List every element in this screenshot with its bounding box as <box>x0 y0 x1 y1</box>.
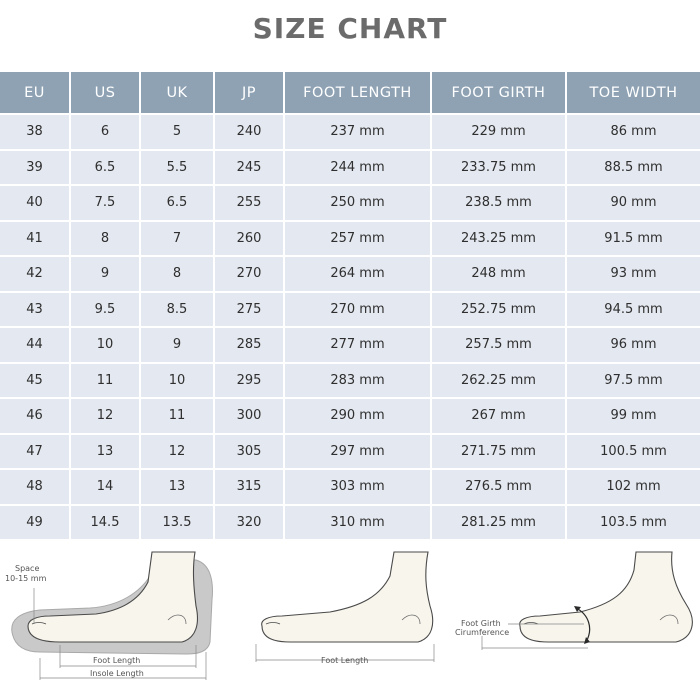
table-cell: 290 mm <box>284 398 431 434</box>
table-cell: 45 <box>0 363 70 399</box>
table-cell: 237 mm <box>284 114 431 150</box>
table-row <box>0 469 700 505</box>
table-cell: 39 <box>0 150 70 186</box>
foot-length-label: Foot Length <box>93 656 141 665</box>
table-cell: 300 <box>214 398 284 434</box>
table-cell: 100.5 mm <box>566 434 700 470</box>
table-cell: 310 mm <box>284 505 431 540</box>
table-cell: 99 mm <box>566 398 700 434</box>
table-row <box>0 185 700 221</box>
table-cell: 8 <box>70 221 140 257</box>
table-cell: 6.5 <box>140 185 214 221</box>
foot-measurement-diagrams <box>0 540 700 700</box>
table-cell: 44 <box>0 327 70 363</box>
table-cell: 97.5 mm <box>566 363 700 399</box>
table-cell: 276.5 mm <box>431 469 566 505</box>
table-row <box>0 434 700 470</box>
table-cell: 47 <box>0 434 70 470</box>
table-cell: 38 <box>0 114 70 150</box>
table-cell: 91.5 mm <box>566 221 700 257</box>
page-title: SIZE CHART <box>252 12 448 45</box>
table-cell: 96 mm <box>566 327 700 363</box>
table-cell: 12 <box>140 434 214 470</box>
table-cell: 9 <box>70 256 140 292</box>
table-body <box>0 114 700 539</box>
table-cell: 252.75 mm <box>431 292 566 328</box>
table-cell: 283 mm <box>284 363 431 399</box>
table-cell: 103.5 mm <box>566 505 700 540</box>
column-header: JP <box>214 72 284 114</box>
table-cell: 260 <box>214 221 284 257</box>
table-cell: 315 <box>214 469 284 505</box>
space-label: Space <box>15 564 40 573</box>
table-cell: 102 mm <box>566 469 700 505</box>
insole-length-label: Insole Length <box>90 669 144 678</box>
table-cell: 255 <box>214 185 284 221</box>
table-row <box>0 398 700 434</box>
column-header: US <box>70 72 140 114</box>
table-row <box>0 150 700 186</box>
table-row <box>0 292 700 328</box>
table-cell: 12 <box>70 398 140 434</box>
foot-girth-label: Foot Girth <box>461 619 501 628</box>
table-cell: 257.5 mm <box>431 327 566 363</box>
column-header: UK <box>140 72 214 114</box>
table-cell: 281.25 mm <box>431 505 566 540</box>
table-row <box>0 363 700 399</box>
table-cell: 271.75 mm <box>431 434 566 470</box>
table-cell: 264 mm <box>284 256 431 292</box>
table-cell: 14 <box>70 469 140 505</box>
foot-girth-diagram <box>482 552 692 650</box>
table-cell: 7.5 <box>70 185 140 221</box>
table-cell: 43 <box>0 292 70 328</box>
table-cell: 5.5 <box>140 150 214 186</box>
table-cell: 13.5 <box>140 505 214 540</box>
table-cell: 10 <box>70 327 140 363</box>
table-cell: 48 <box>0 469 70 505</box>
table-cell: 10 <box>140 363 214 399</box>
girth-circumference-label: Cirumference <box>455 628 510 637</box>
table-cell: 8.5 <box>140 292 214 328</box>
table-cell: 270 <box>214 256 284 292</box>
table-cell: 49 <box>0 505 70 540</box>
table-cell: 248 mm <box>431 256 566 292</box>
size-chart-table <box>0 72 700 539</box>
table-row <box>0 256 700 292</box>
table-cell: 6 <box>70 114 140 150</box>
table-cell: 233.75 mm <box>431 150 566 186</box>
table-cell: 257 mm <box>284 221 431 257</box>
table-cell: 295 <box>214 363 284 399</box>
table-row <box>0 327 700 363</box>
table-cell: 14.5 <box>70 505 140 540</box>
table-row <box>0 221 700 257</box>
column-header: EU <box>0 72 70 114</box>
table-cell: 285 <box>214 327 284 363</box>
table-cell: 90 mm <box>566 185 700 221</box>
table-cell: 94.5 mm <box>566 292 700 328</box>
table-cell: 244 mm <box>284 150 431 186</box>
table-cell: 303 mm <box>284 469 431 505</box>
table-cell: 6.5 <box>70 150 140 186</box>
table-row <box>0 505 700 540</box>
table-cell: 13 <box>70 434 140 470</box>
table-cell: 42 <box>0 256 70 292</box>
table-cell: 275 <box>214 292 284 328</box>
table-cell: 320 <box>214 505 284 540</box>
table-row <box>0 114 700 150</box>
table-cell: 40 <box>0 185 70 221</box>
table-cell: 88.5 mm <box>566 150 700 186</box>
table-cell: 250 mm <box>284 185 431 221</box>
table-cell: 13 <box>140 469 214 505</box>
table-cell: 305 <box>214 434 284 470</box>
table-cell: 11 <box>70 363 140 399</box>
table-cell: 238.5 mm <box>431 185 566 221</box>
space-value-label: 10-15 mm <box>5 574 47 583</box>
table-cell: 229 mm <box>431 114 566 150</box>
table-cell: 11 <box>140 398 214 434</box>
table-cell: 8 <box>140 256 214 292</box>
table-cell: 86 mm <box>566 114 700 150</box>
table-cell: 245 <box>214 150 284 186</box>
table-cell: 267 mm <box>431 398 566 434</box>
table-header-row <box>0 72 700 114</box>
table-cell: 9.5 <box>70 292 140 328</box>
table-cell: 5 <box>140 114 214 150</box>
table-cell: 93 mm <box>566 256 700 292</box>
table-cell: 277 mm <box>284 327 431 363</box>
table-cell: 9 <box>140 327 214 363</box>
table-cell: 240 <box>214 114 284 150</box>
foot-length-label-2: Foot Length <box>321 656 369 665</box>
column-header: FOOT LENGTH <box>284 72 431 114</box>
table-cell: 262.25 mm <box>431 363 566 399</box>
table-cell: 270 mm <box>284 292 431 328</box>
table-cell: 41 <box>0 221 70 257</box>
table-cell: 297 mm <box>284 434 431 470</box>
table-cell: 46 <box>0 398 70 434</box>
table-cell: 7 <box>140 221 214 257</box>
column-header: TOE WIDTH <box>566 72 700 114</box>
table-cell: 243.25 mm <box>431 221 566 257</box>
foot-length-diagram <box>256 552 434 662</box>
column-header: FOOT GIRTH <box>431 72 566 114</box>
